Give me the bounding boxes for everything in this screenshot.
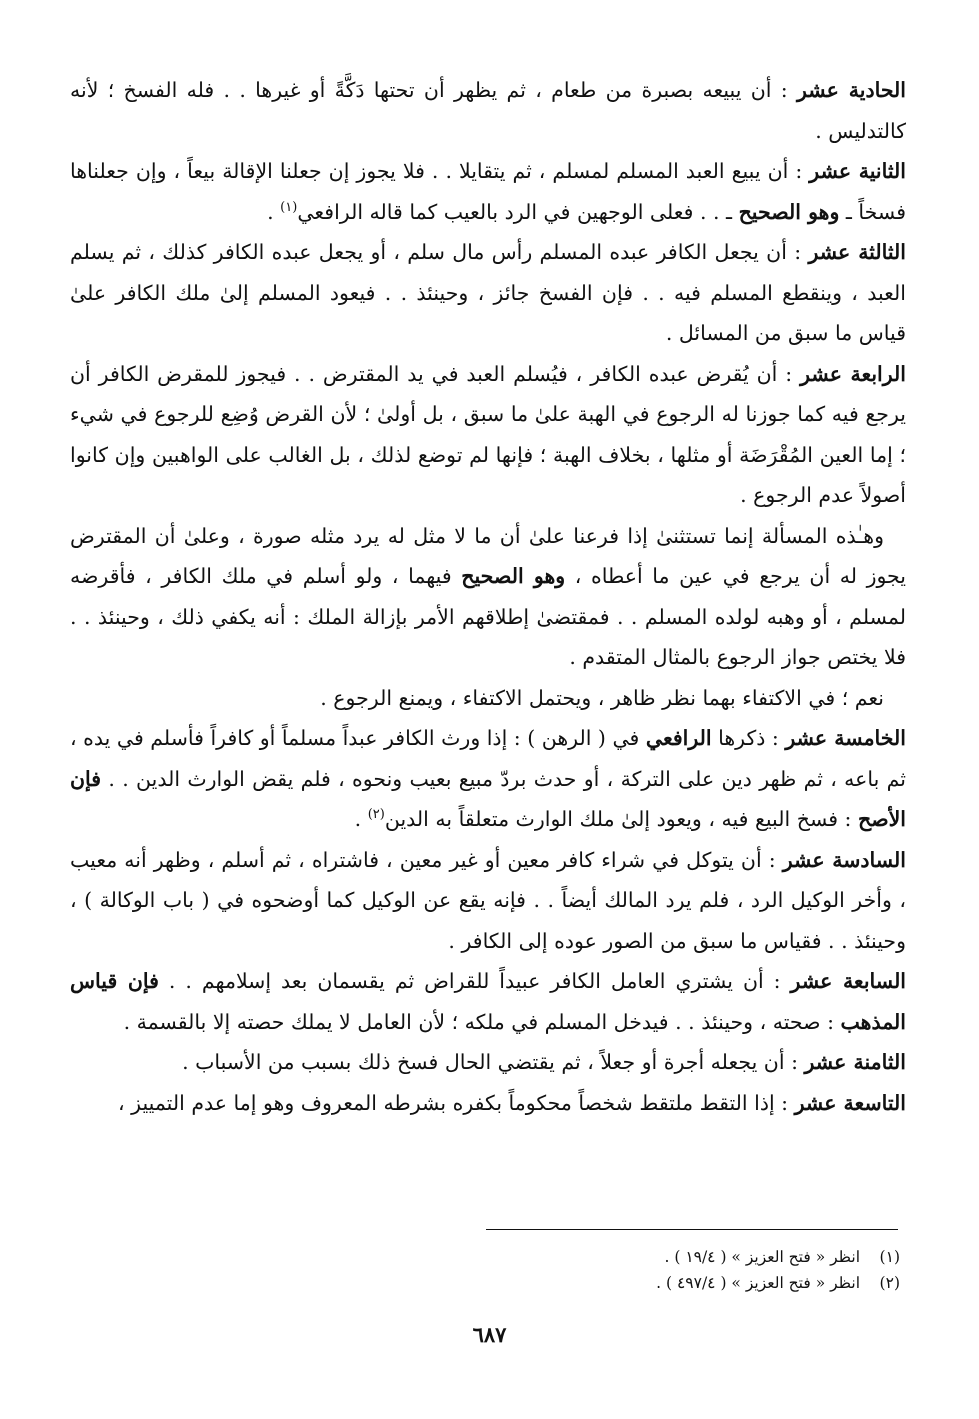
footnote-item	[70, 1244, 900, 1270]
paragraph-text: : أن يجعله أجرة أو جعلاً ، ثم يقتضي الحال فسخ ذلك بسبب من الأسباب .	[182, 1050, 805, 1074]
paragraph-lead: الرابعة عشر	[800, 361, 906, 386]
footnote-number: (٢)	[879, 1274, 900, 1292]
paragraph-text: : أن يتوكل في شراء كافر معين أو غير معين ، فاشتراه ، ثم أسلم ، وظهر أنه معيب ، وأخر الوكيل الرد ، فلم يرد المالك أيضاً . . فإنه يقع عن الوكيل كما أوضحوه في ( باب الوكالة ) ، وحينئذ . . فقياس ما سبق من الصور عوده إلى الكافر .	[70, 847, 906, 953]
paragraph-16	[70, 840, 906, 962]
paragraph-text: : ذكرها	[711, 726, 786, 750]
paragraph-lead: التاسعة عشر	[794, 1090, 906, 1115]
page-number: ٦٨٧	[472, 1322, 507, 1347]
paragraph-text: ـ . . فعلى الوجهين في الرد بالعيب كما قاله الرافعي	[297, 199, 739, 224]
paragraph-text: .	[267, 199, 281, 224]
paragraph-12	[70, 151, 906, 232]
paragraph-14	[70, 354, 906, 516]
emphasis-text: وهو الصحيح	[461, 564, 566, 588]
emphasis-text: الرافعي	[645, 726, 712, 750]
paragraph-11	[70, 70, 906, 151]
body-text	[70, 70, 906, 1123]
paragraph-text: في ( الرهن ) : إذا ورث الكافر عبداً مسلماً أو كافراً فأسلم في يده ، ثم باعه ، ثم ظهر دين على التركة ، أو حدث بردّ مبيع بعيب ونحوه ، فلم يقض الوارث الدين . .	[70, 726, 906, 791]
paragraph-lead: الثامنة عشر	[804, 1050, 906, 1074]
footnote-ref[interactable]: (١)	[280, 199, 298, 215]
footnotes	[70, 1244, 900, 1296]
paragraph-lead: السادسة عشر	[782, 847, 907, 872]
paragraph-text: : صحته ، وحينئذ . . فيدخل المسلم في ملكه ؛ لأن العامل لا يملك حصته إلا بالقسمة .	[123, 1009, 841, 1034]
paragraph-lead: الخامسة عشر	[785, 726, 906, 750]
paragraph-text: : فسخ البيع فيه ، ويعود إلىٰ ملك الوارث متعلقاً به الدين	[384, 807, 858, 831]
paragraph-text: وهـٰذه المسألة إنما تستثنىٰ إذا فرعنا علىٰ أن ما لا مثل له يرد مثله صورة ، وعلىٰ أن المقترض يجوز له أن يرجع في عين ما أعطاه ،	[70, 523, 906, 588]
paragraph-text: : أن يجعل الكافر عبده المسلم رأس مال سلم ، أو يجعل عبده الكافر كذلك ، ثم يسلم العبد ، وينقطع المسلم فيه . . فإن الفسخ جائز ، وحينئذ . . فيعود المسلم إلىٰ ملك الكافر علىٰ قياس ما سبق من المسائل .	[70, 240, 906, 345]
paragraph-text: : أن يبيع العبد المسلم لمسلم ، ثم يتقايلا . . فلا يجوز إن جعلنا الإقالة بيعاً ، وإن جعلناها فسخاً ـ	[70, 159, 906, 224]
paragraph-14-remark	[70, 678, 906, 719]
emphasis-text: فإن قياس المذهب	[70, 969, 906, 1034]
footnote-text: انظر « فتح العزيز » ( ٤٩٧/٤ ) .	[656, 1274, 860, 1292]
footnote-ref[interactable]: (٢)	[367, 807, 385, 823]
paragraph-text: فيهما ، ولو أسلم في ملك الكافر ، فأقرضه لمسلم ، أو وهبه لولده المسلم . . فمقتضىٰ إطلاقهم الأمر بإزالة الملك : أنه يكفي ذلك ، وحينئذ . . فلا يختص جواز الرجوع بالمثال المتقدم .	[70, 564, 906, 669]
emphasis-text: فإن الأصح	[70, 766, 906, 831]
paragraph-15	[70, 718, 906, 840]
paragraph-text: : إذا التقط ملتقط شخصاً محكوماً بكفره بشرطه المعروف وهو إما عدم التمييز ،	[118, 1090, 795, 1115]
footnote-item	[70, 1270, 900, 1296]
paragraph-lead: الثانية عشر	[809, 159, 907, 183]
paragraph-lead: الحادية عشر	[797, 78, 906, 102]
paragraph-lead: السابعة عشر	[790, 969, 907, 993]
footnote-divider	[486, 1229, 898, 1230]
paragraph-19	[70, 1083, 906, 1124]
paragraph-14-note	[70, 516, 906, 678]
footnote-text: انظر « فتح العزيز » ( ١٩/٤ ) .	[664, 1248, 860, 1266]
paragraph-text: : أن يبيعه بصبرة من طعام ، ثم يظهر أن تحتها دَكَّةً أو غيرها . . فله الفسخ ؛ لأنه كالتدليس .	[70, 78, 906, 143]
paragraph-text: نعم ؛ في الاكتفاء بهما نظر ظاهر ، ويحتمل الاكتفاء ، ويمنع الرجوع .	[320, 685, 884, 710]
paragraph-text: : أن يُقرض عبده الكافر ، فيُسلم العبد في يد المقترض . . فيجوز للمقرض الكافر أن يرجع فيه كما جوزنا له الرجوع في الهبة علىٰ ما سبق ، بل أولىٰ ؛ لأن القرض وُضِع للرجوع في شيء ؛ إما العين المُقْرَضَة أو مثلها ، بخلاف الهبة ؛ فإنها لم توضع لذلك ، بل الغالب على الواهبين وإن كانوا أصولاً عدم الرجوع .	[70, 361, 906, 507]
paragraph-18	[70, 1042, 906, 1083]
footnote-number: (١)	[879, 1248, 900, 1266]
paragraph-lead: الثالثة عشر	[808, 240, 906, 264]
emphasis-text: وهو الصحيح	[738, 199, 840, 224]
paragraph-17	[70, 961, 906, 1042]
paragraph-text: .	[354, 807, 368, 831]
paragraph-13	[70, 232, 906, 354]
paragraph-text: : أن يشتري العامل الكافر عبيداً للقراض ثم يقسمان بعد إسلامهم . .	[158, 969, 791, 993]
